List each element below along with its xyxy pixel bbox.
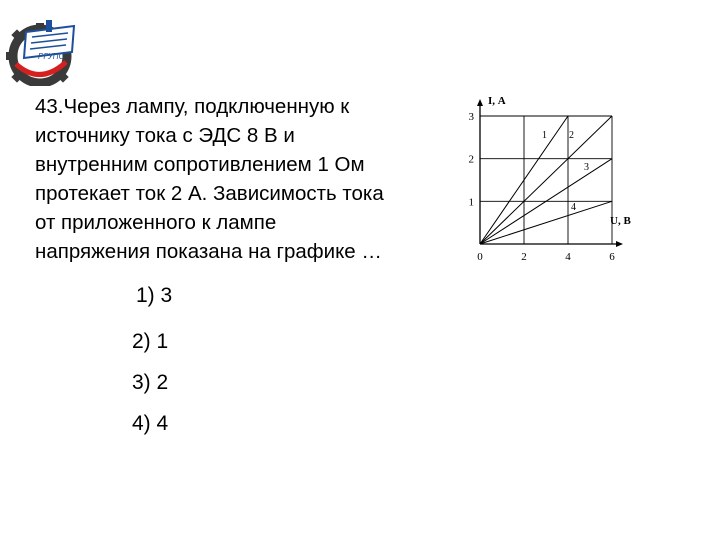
x-tick-label: 0 xyxy=(477,251,483,263)
answer-option-2[interactable]: 2) 1 xyxy=(132,330,169,353)
current-voltage-chart xyxy=(460,86,660,266)
question-text xyxy=(35,92,425,266)
question-line: напряжения показана на графике … xyxy=(35,240,382,263)
logo-text: РГУПС xyxy=(38,52,65,61)
series-line-4 xyxy=(480,201,612,244)
answer-option-3[interactable]: 3) 2 xyxy=(132,371,169,394)
series-label: 3 xyxy=(584,162,589,173)
x-tick-label: 2 xyxy=(521,251,527,263)
answer-option-1[interactable]: 1) 3 xyxy=(136,284,173,307)
series-label: 4 xyxy=(571,202,576,213)
x-axis-label: U, В xyxy=(610,215,631,227)
university-logo xyxy=(2,14,82,86)
y-axis-label: I, А xyxy=(488,95,506,107)
series-label: 1 xyxy=(542,130,547,141)
x-axis-arrow-icon xyxy=(616,241,623,247)
x-tick-label: 6 xyxy=(609,251,615,263)
x-tick-label: 4 xyxy=(565,251,571,263)
y-axis-arrow-icon xyxy=(477,99,483,106)
question-line: 43.Через лампу, подключенную к xyxy=(35,95,350,118)
answer-option-4[interactable]: 4) 4 xyxy=(132,412,169,435)
y-tick-label: 2 xyxy=(468,153,474,166)
question-line: протекает ток 2 А. Зависимость тока xyxy=(35,182,384,205)
question-line: внутренним сопротивлением 1 Ом xyxy=(35,153,365,176)
question-line: от приложенного к лампе xyxy=(35,211,277,234)
y-tick-label: 1 xyxy=(468,196,474,209)
series-label: 2 xyxy=(569,130,574,141)
y-tick-label: 3 xyxy=(468,111,474,123)
question-line: источнику тока с ЭДС 8 В и xyxy=(35,124,295,147)
